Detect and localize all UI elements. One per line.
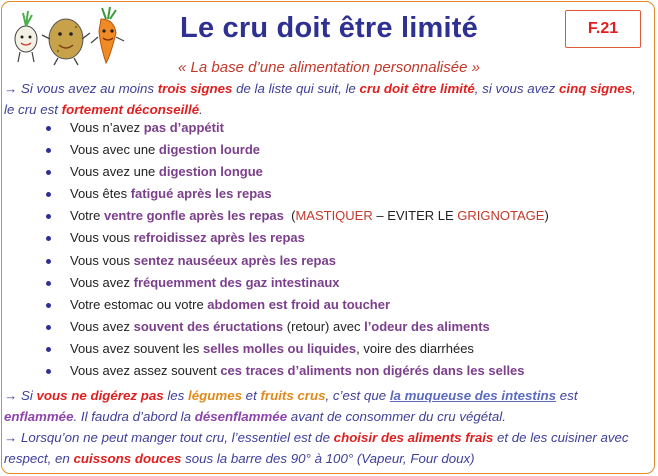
bullet-icon [46, 214, 51, 219]
list-item: Vous avez assez souvent ces traces d’aliments non digérés dans les selles [40, 360, 640, 382]
bullet-icon [46, 126, 51, 131]
intro-highlight: cru doit être limité [359, 81, 475, 96]
bullet-icon [46, 303, 51, 308]
bullet-icon [46, 170, 51, 175]
intro-text: de la liste qui suit, le [232, 81, 360, 96]
arrow-icon: → [4, 81, 18, 96]
bullet-icon [46, 347, 51, 352]
mucosa-paragraph: → Si vous ne digérez pas les légumes et fruits crus, c’est que la muqueuse des intestins est enflammée. Il faudra d’abord la désenflammée avant de consommer du cru végétal. [4, 388, 578, 424]
list-item: Vous avez fréquemment des gaz intestinaux [40, 272, 640, 294]
intro-text: Si vous avez au moins [21, 81, 158, 96]
cooking-paragraph: → Lorsqu’on ne peut manger tout cru, l’essentiel est de choisir des aliments frais et de les cuisiner avec respect, en cuissons douces sous la barre des 90° à 100° (Vapeur, Four doux) [4, 430, 629, 466]
list-item: Vous avez une digestion longue [40, 161, 640, 183]
list-item: Vous vous sentez nauséeux après les repas [40, 250, 640, 272]
bullet-icon [46, 236, 51, 241]
list-item: Vous avez souvent des éructations (retour) avec l’odeur des aliments [40, 316, 640, 338]
list-item: Vous avez souvent les selles molles ou liquides, voire des diarrhées [40, 338, 640, 360]
page-subtitle: « La base d’une alimentation personnalisée » [178, 59, 480, 76]
bullet-icon [46, 259, 51, 264]
intro-paragraph [4, 78, 644, 120]
bullet-icon [46, 325, 51, 330]
list-item: Vous avec une digestion lourde [40, 139, 640, 161]
signs-list [40, 117, 640, 382]
bullet-icon [46, 192, 51, 197]
bullet-icon [46, 369, 51, 374]
page-title: Le cru doit être limité [180, 12, 478, 44]
sheet-code-badge: F.21 [565, 10, 641, 48]
intro-text: . [199, 102, 203, 117]
list-item: Votre estomac ou votre abdomen est froid au toucher [40, 294, 640, 316]
list-item: Vous êtes fatigué après les repas [40, 183, 640, 205]
arrow-icon: → [4, 430, 18, 445]
intro-highlight: cinq signes [559, 81, 633, 96]
intro-highlight: fortement déconseillé [61, 102, 200, 117]
list-item: Vous n’avez pas d’appétit [40, 117, 640, 139]
intro-text: , si vous avez [474, 81, 560, 96]
arrow-icon: → [4, 388, 18, 403]
list-item: Votre ventre gonfle après les repas (MASTIQUER – EVITER LE GRIGNOTAGE) [40, 205, 640, 227]
intro-text: , le cru est [4, 81, 636, 117]
bullet-icon [46, 148, 51, 153]
list-item: Vous vous refroidissez après les repas [40, 227, 640, 249]
bullet-icon [46, 281, 51, 286]
intro-highlight: trois signes [157, 81, 233, 96]
